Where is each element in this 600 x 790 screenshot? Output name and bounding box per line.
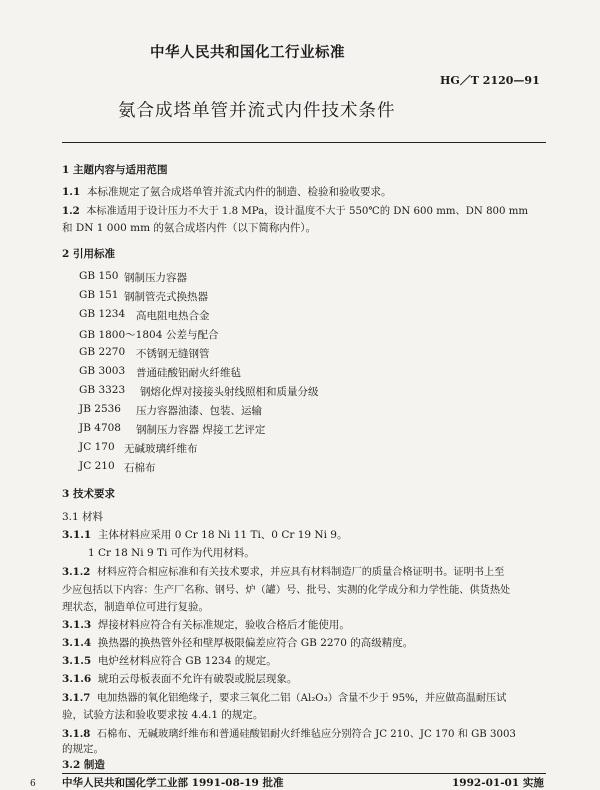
clause-3-1-7 xyxy=(62,689,506,704)
ref-title: 高电阻电热合金 xyxy=(136,310,210,322)
ref-title: 钢制管壳式换热器 xyxy=(124,291,208,303)
effective-date: 1992-01-01 实施 xyxy=(452,777,544,789)
clause-text: 本标准规定了氨合成塔单管并流式内件的制造、检验和验收要求。 xyxy=(86,186,392,198)
ref-code: JB 2536 xyxy=(79,403,121,415)
clause-3-1-1-note: 1 Cr 18 Ni 9 Ti 可作为代用材料。 xyxy=(88,547,255,559)
ref-title: 压力容器油漆、包装、运输 xyxy=(136,405,262,417)
ref-code: GB 1800～1804 xyxy=(79,329,163,341)
ref-code: GB 2270 xyxy=(79,346,126,358)
clause-number: 3.1.4 xyxy=(62,637,92,649)
clause-3-1-8 xyxy=(62,725,516,740)
clause-3-1-3 xyxy=(62,617,350,632)
clause-1-1 xyxy=(62,184,391,199)
ref-title: 公差与配合 xyxy=(166,329,219,341)
clause-number: 3.1.2 xyxy=(62,566,91,578)
section-2-heading: 2 引用标准 xyxy=(62,248,115,260)
ref-title: 钢制压力容器 xyxy=(124,272,187,284)
clause-text: 本标准适用于设计压力不大于 1.8 MPa，设计温度不大于 550℃的 DN 600 mm、DN 800 mm xyxy=(86,206,529,217)
clause-number: 1.1 xyxy=(62,186,81,198)
clause-3-1-1 xyxy=(62,527,347,542)
clause-text: 换热器的换热管外径和壁厚极限偏差应符合 GB 2270 的高级精度。 xyxy=(97,637,414,649)
clause-text: 电加热器的氧化铝绝缘子，要求三氧化二铝（Al₂O₃）含量不少于 95%，并应做高温耐压试 xyxy=(96,693,507,704)
clause-number: 3.1.7 xyxy=(62,692,91,704)
clause-text: 材料应符合相应标准和有关技术要求，并应具有材料制造厂的质量合格证明书。证明书上至 xyxy=(96,567,505,578)
clause-number: 3.1.8 xyxy=(62,728,91,740)
clause-3-1-2-cont: 少应包括以下内容：生产厂名称、钢号、炉（罐）号、批号、实测的化学成分和力学性能、供货热处 xyxy=(62,585,511,596)
section-1-heading: 1 主题内容与适用范围 xyxy=(62,164,168,176)
clause-1-2-cont: 和 DN 1 000 mm 的氨合成塔内件（以下简称内件）。 xyxy=(62,222,317,234)
clause-1-2 xyxy=(62,202,528,217)
header-rule xyxy=(62,142,546,143)
clause-3-1-4 xyxy=(62,635,413,650)
ref-title: 钢制压力容器 焊接工艺评定 xyxy=(136,424,266,436)
clause-text: 石棉布、无碱玻璃纤维布和普通硅酸铝耐火纤维毡应分别符合 JC 210、JC 170 和 GB 3003 xyxy=(96,729,516,740)
ref-title: 钢熔化焊对接接头射线照相和质量分级 xyxy=(140,386,319,398)
clause-3-1-2 xyxy=(62,563,504,578)
ref-title: 石棉布 xyxy=(124,462,156,474)
ref-code: JB 4708 xyxy=(79,422,121,434)
clause-text: 焊接材料应符合有关标准规定，验收合格后才能使用。 xyxy=(97,619,350,631)
ref-title: 不锈钢无缝钢管 xyxy=(136,348,210,360)
ref-code: GB 3003 xyxy=(79,365,126,377)
document-title: 氨合成塔单管并流式内件技术条件 xyxy=(118,101,396,121)
ref-code: GB 151 xyxy=(79,289,119,301)
ref-code: GB 1234 xyxy=(79,308,126,320)
clause-3-1-7-cont: 验，试验方法和验收要求按 4.4.1 的规定。 xyxy=(62,709,264,721)
clause-text: 电炉丝材料应符合 GB 1234 的规定。 xyxy=(97,655,277,667)
page-number: 6 xyxy=(30,779,36,789)
clause-text: 琥珀云母板表面不允许有破裂或脱层现象。 xyxy=(97,673,298,685)
clause-number: 3.1.3 xyxy=(62,619,92,631)
ref-title: 普通硅酸铝耐火纤维毡 xyxy=(136,367,241,379)
clause-3-1-2-cont: 理状态，制造单位可进行复验。 xyxy=(62,601,209,613)
clause-3-1: 3.1 材料 xyxy=(62,511,104,523)
ref-code: JC 170 xyxy=(79,441,115,453)
clause-number: 3.1.6 xyxy=(62,673,92,685)
ref-code: GB 3323 xyxy=(79,384,126,396)
ref-code: JC 210 xyxy=(79,460,115,472)
standard-code: HG／T 2120—91 xyxy=(440,74,540,87)
clause-number: 3.1.1 xyxy=(62,529,92,541)
clause-3-1-8-cont: 的规定。 xyxy=(62,743,104,755)
approval-line: 中华人民共和国化学工业部 1991-08-19 批准 xyxy=(62,777,284,789)
clause-number: 1.2 xyxy=(62,205,80,217)
clause-number: 3.1.5 xyxy=(62,655,92,667)
section-3-heading: 3 技术要求 xyxy=(62,488,115,500)
clause-text: 主体材料应采用 0 Cr 18 Ni 11 Ti、0 Cr 19 Ni 9。 xyxy=(97,529,348,541)
clause-3-1-6 xyxy=(62,671,297,686)
clause-3-1-5 xyxy=(62,653,277,668)
footer-rule xyxy=(62,773,546,774)
ref-title: 无碱玻璃纤维布 xyxy=(124,443,198,455)
publisher-heading: 中华人民共和国化工行业标准 xyxy=(150,44,345,61)
clause-3-2: 3.2 制造 xyxy=(62,759,105,771)
ref-code: GB 150 xyxy=(79,270,119,282)
